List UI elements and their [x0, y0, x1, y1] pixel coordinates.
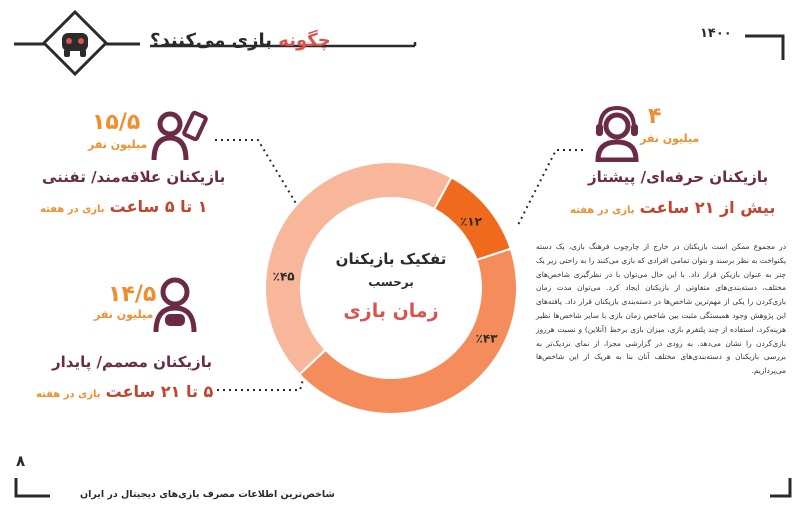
footer-bracket-right [770, 478, 790, 496]
casual-count: ۱۵/۵ [92, 110, 141, 135]
playtime-donut-chart [251, 160, 531, 416]
dedicated-title: بازیکنان مصمم/ پایدار [52, 353, 212, 371]
casual-title: بازیکنان علاقه‌مند/ تفننی [42, 168, 226, 186]
dedicated-count: ۱۴/۵ [108, 282, 157, 307]
dedicated-player-icon [152, 276, 198, 334]
year-bracket [745, 36, 783, 60]
donut-center-subtitle: برحسب [368, 275, 414, 289]
casual-range: ۱ تا ۵ ساعت [109, 197, 208, 216]
dedicated-range: ۵ تا ۲۱ ساعت [105, 382, 214, 401]
donut-label-1: ٪۴۳ [475, 331, 498, 346]
pro-note: بازی در هفته [570, 205, 635, 216]
donut-label-0: ٪۱۲ [459, 214, 482, 229]
casual-time [40, 197, 208, 216]
footer-bracket-left [16, 478, 50, 496]
report-year: ۱۴۰۰ [700, 26, 732, 41]
casual-unit: میلیون نفر [88, 138, 148, 151]
pro-count: ۴ [648, 104, 662, 129]
title-rest: بازی می‌کنند؟ [150, 30, 273, 51]
pro-time [570, 198, 775, 217]
title-highlight: چگونه [278, 30, 331, 51]
dedicated-note: بازی در هفته [36, 389, 101, 400]
casual-note: بازی در هفته [40, 204, 105, 215]
pro-title: بازیکنان حرفه‌ای/ پیشتاز [588, 168, 769, 186]
dedicated-time [36, 382, 213, 401]
donut-center-title: تفکیک بازیکنان [335, 250, 447, 268]
donut-center-highlight: زمان بازی [343, 300, 439, 322]
casual-player-icon [150, 108, 208, 162]
page-title [150, 30, 331, 51]
donut-label-2: ٪۴۵ [272, 269, 295, 284]
pro-range: بیش از ۲۱ ساعت [639, 198, 776, 217]
pro-player-icon [592, 104, 642, 162]
body-paragraph: در مجموع ممکن است بازیکنان در خارج از چارچوب فرهنگ بازی، یک دسته یکنواخت به نظر برسند و بتوان تمامی افرادی که بازی می‌کنند را به راحتی زیر یک چتر به عنوان بازیکن قرار داد. با این حال می‌توان با در نظرگیری شاخص‌های مختلف، دسته‌بندی‌های متفاوتی از بازیکنان ایجاد کرد. می‌توان مدت زمان بازی‌کردن را یکی از مهم‌ترین شاخص‌ها در دسته‌بندی بازیکنان قرار داد. یافته‌های این پژوهش وجود همبستگی مثبت بین شاخص زمان بازی با سایر شاخص‌ها نظیر هزینه‌کرد، استفاده از چند پلتفرم بازی، میزان بازی برخط (آنلاین) و نسبت هرروز بازی‌کردن را نشان می‌دهد. به زودی در گزارشی مجزا، از نمای نزدیک‌تر به بررسی بازیکنان و دسته‌بندی‌های مختلف آنان بنا به هریک از این شاخص‌ها می‌پردازیم. [536, 242, 786, 376]
footer-text: شاخص‌ترین اطلاعات مصرف بازی‌های دیجیتال در ایران [80, 489, 335, 500]
page-number: ۸ [16, 452, 26, 470]
controller-logo-icon [40, 8, 110, 78]
dedicated-unit: میلیون نفر [94, 308, 154, 321]
pro-unit: میلیون نفر [640, 132, 700, 145]
